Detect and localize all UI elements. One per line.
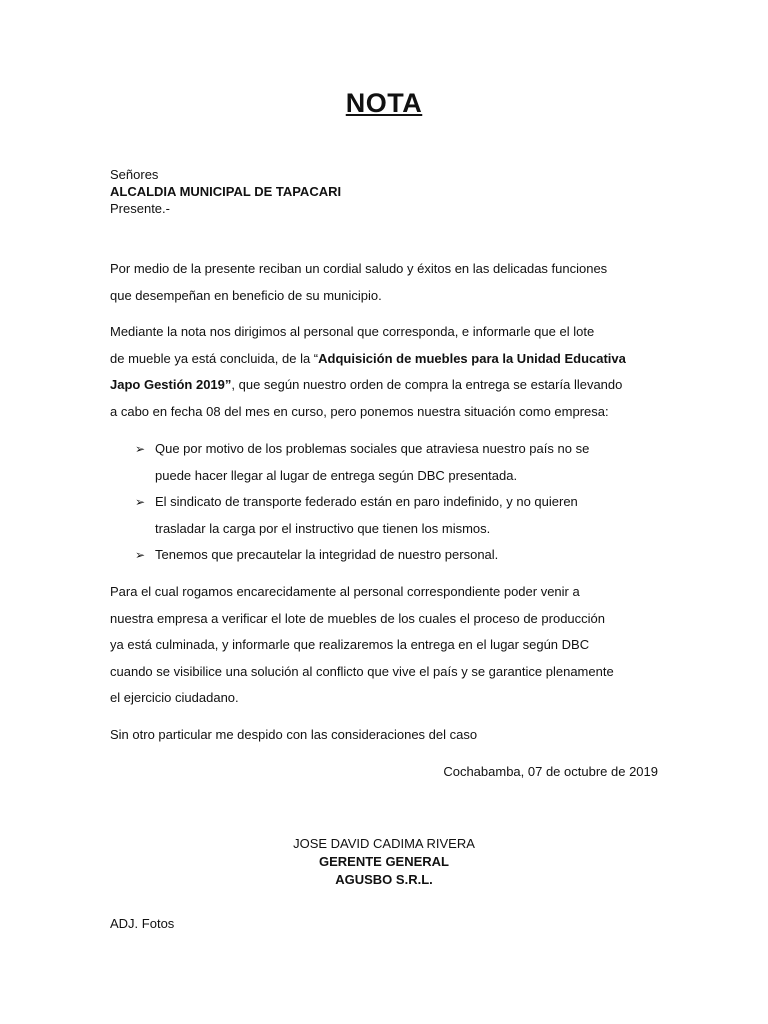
request-line-5: el ejercicio ciudadano. bbox=[110, 690, 239, 705]
list-item-line-1: El sindicato de transporte federado están en paro indefinido, y no quieren bbox=[155, 494, 578, 509]
list-item bbox=[110, 542, 662, 569]
list-item-line-2: puede hacer llegar al lugar de entrega según DBC presentada. bbox=[155, 467, 518, 483]
request-line-4: cuando se visibilice una solución al conflicto que vive el país y se garantice plenamente bbox=[110, 663, 614, 679]
arrow-bullet-icon: ➢ bbox=[135, 442, 146, 456]
main-line-3-text: , que según nuestro orden de compra la entrega se estaría llevando bbox=[231, 377, 623, 392]
list-item-line-1: Tenemos que precautelar la integridad de nuestro personal. bbox=[155, 547, 499, 562]
document-title: NOTA bbox=[345, 88, 423, 118]
signer-company: AGUSBO S.R.L. bbox=[335, 872, 433, 887]
recipient-org: ALCALDIA MUNICIPAL DE TAPACARI bbox=[110, 184, 342, 199]
main-line-2 bbox=[110, 346, 662, 373]
attachment-note: ADJ. Fotos bbox=[110, 916, 175, 931]
reasons-list bbox=[110, 436, 662, 569]
arrow-bullet-icon: ➢ bbox=[135, 548, 146, 562]
place-date: Cochabamba, 07 de octubre de 2019 bbox=[443, 764, 658, 779]
paragraph-request bbox=[110, 579, 662, 712]
closing-line: Sin otro particular me despido con las consideraciones del caso bbox=[110, 727, 478, 742]
project-name-cont: Japo Gestión 2019” bbox=[110, 377, 232, 392]
paragraph-main bbox=[110, 319, 662, 425]
signer-name: JOSE DAVID CADIMA RIVERA bbox=[293, 836, 475, 851]
arrow-bullet-icon: ➢ bbox=[135, 495, 146, 509]
recipient-block bbox=[110, 166, 660, 217]
signature-block bbox=[0, 835, 768, 889]
list-item-line-1: Que por motivo de los problemas sociales que atraviesa nuestro país no se bbox=[155, 441, 590, 456]
paragraph-greeting bbox=[110, 256, 662, 309]
list-item bbox=[110, 436, 662, 489]
main-line-3 bbox=[110, 372, 662, 399]
list-item-line-2: trasladar la carga por el instructivo que tienen los mismos. bbox=[155, 520, 491, 536]
project-name: Adquisición de muebles para la Unidad Educativa bbox=[318, 350, 626, 366]
list-item bbox=[110, 489, 662, 542]
presente: Presente.- bbox=[110, 201, 170, 216]
request-line-2: nuestra empresa a verificar el lote de muebles de los cuales el proceso de producción bbox=[110, 610, 605, 626]
greeting-line-1: Por medio de la presente reciban un cordial saludo y éxitos en las delicadas funciones bbox=[110, 261, 608, 276]
request-line-3: ya está culminada, y informarle que realizaremos la entrega en el lugar según DBC bbox=[110, 637, 590, 652]
salutation: Señores bbox=[110, 167, 159, 182]
request-line-1: Para el cual rogamos encarecidamente al personal correspondiente poder venir a bbox=[110, 584, 580, 599]
main-line-4: a cabo en fecha 08 del mes en curso, pero ponemos nuestra situación como empresa: bbox=[110, 403, 609, 419]
greeting-line-2: que desempeñan en beneficio de su municipio. bbox=[110, 287, 382, 303]
main-line-1: Mediante la nota nos dirigimos al personal que corresponda, e informarle que el lote bbox=[110, 324, 595, 339]
signer-position: GERENTE GENERAL bbox=[318, 854, 449, 869]
main-line-2-text: de mueble ya está concluida, de la “ bbox=[110, 350, 319, 366]
